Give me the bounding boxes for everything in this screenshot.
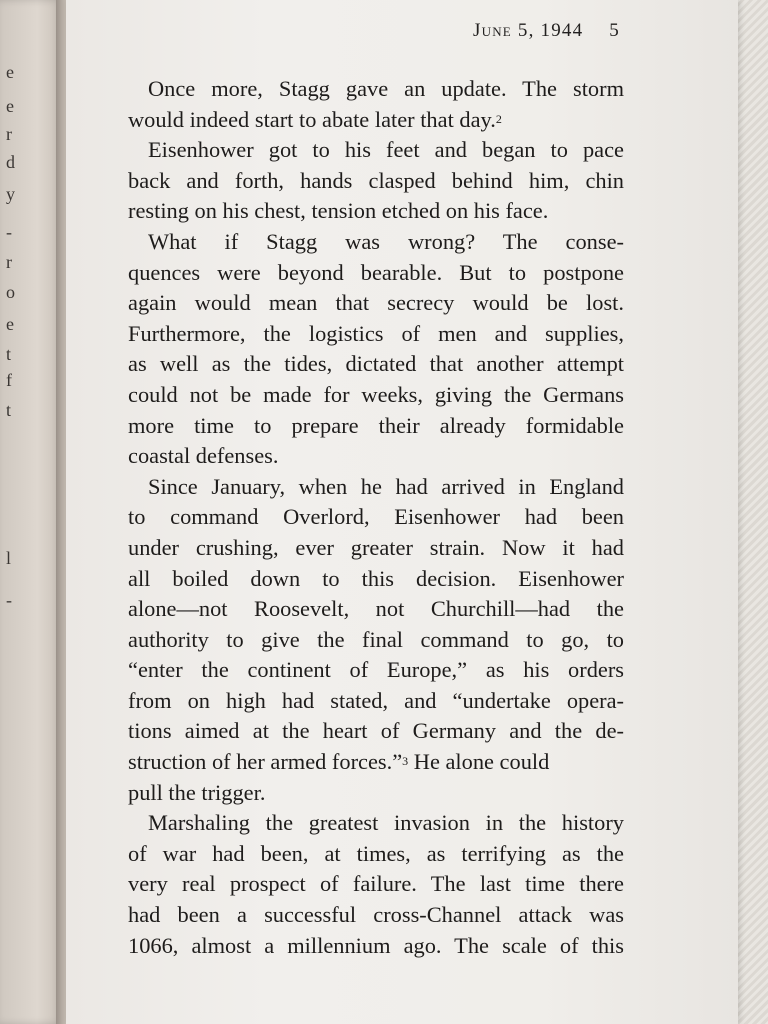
text-line: back and forth, hands clasped behind him, chin [128,167,624,193]
text-line: Furthermore, the logistics of men and supplies, [128,320,624,346]
running-header [473,20,620,42]
left-page-fragment: t [6,400,12,420]
text-line: had been a successful cross-Channel attack was [128,902,624,928]
left-page-fragment: y [6,184,15,204]
left-page-fragment: l [6,548,12,568]
text-line: coastal defenses. [128,443,279,469]
left-page-fragment: o [6,282,15,302]
left-page-fragment: f [6,370,12,390]
text-line: under crushing, ever greater strain. Now it had [128,534,624,560]
text-line: Since January, when he had arrived in England [148,473,624,499]
left-page-fragment: e [6,314,14,334]
text-line: “enter the continent of Europe,” as his orders [128,657,624,683]
text-line: all boiled down to this decision. Eisenhower [128,565,624,591]
text-line: tions aimed at the heart of Germany and the de- [128,718,624,744]
text-line: to command Overlord, Eisenhower had been [128,504,624,530]
body-text [128,74,624,961]
left-page-fragment: r [6,124,12,144]
text-line: Marshaling the greatest invasion in the history [148,810,624,836]
left-page-fragment: d [6,152,15,172]
text-line: of war had been, at times, as terrifying as the [128,840,624,866]
text-line: could not be made for weeks, giving the Germans [128,381,624,407]
text-line: pull the trigger. [128,779,266,805]
text-line: alone—not Roosevelt, not Churchill—had the [128,596,624,622]
left-page-fragment: e [6,62,14,82]
left-page-fragment: - [6,590,12,610]
text-line: from on high had stated, and “undertake opera- [128,687,624,713]
text-line: quences were beyond bearable. But to postpone [128,259,624,285]
text-line: Eisenhower got to his feet and began to pace [148,137,624,163]
running-title: June 5, 1944 [473,20,584,41]
left-page-fragment: t [6,344,12,364]
text-line: 1066, almost a millennium ago. The scale of this [128,932,624,958]
text-line: resting on his chest, tension etched on his face. [128,198,549,224]
text-line: What if Stagg was wrong? The conse- [148,228,624,254]
footnote-marker: 3 [402,754,409,769]
text-line: Once more, Stagg gave an update. The storm [148,76,624,101]
left-page-edge [0,0,62,1024]
left-page-fragment: r [6,252,12,272]
text-line: very real prospect of failure. The last time there [128,871,624,897]
left-page-fragment: - [6,222,12,242]
text-line: would indeed start to abate later that day.$^2$ [128,106,502,132]
footnote-marker: 2 [495,111,502,126]
text-line: again would mean that secrecy would be lost. [128,290,624,316]
left-page-fragment: e [6,96,14,116]
text-line: authority to give the final command to go, to [128,626,624,652]
page-number: 5 [609,20,620,41]
text-line: struction of her armed forces.”$^3$ He alone could [128,749,550,775]
text-line: more time to prepare their already formidable [128,412,624,438]
text-line: as well as the tides, dictated that another attempt [128,351,624,377]
